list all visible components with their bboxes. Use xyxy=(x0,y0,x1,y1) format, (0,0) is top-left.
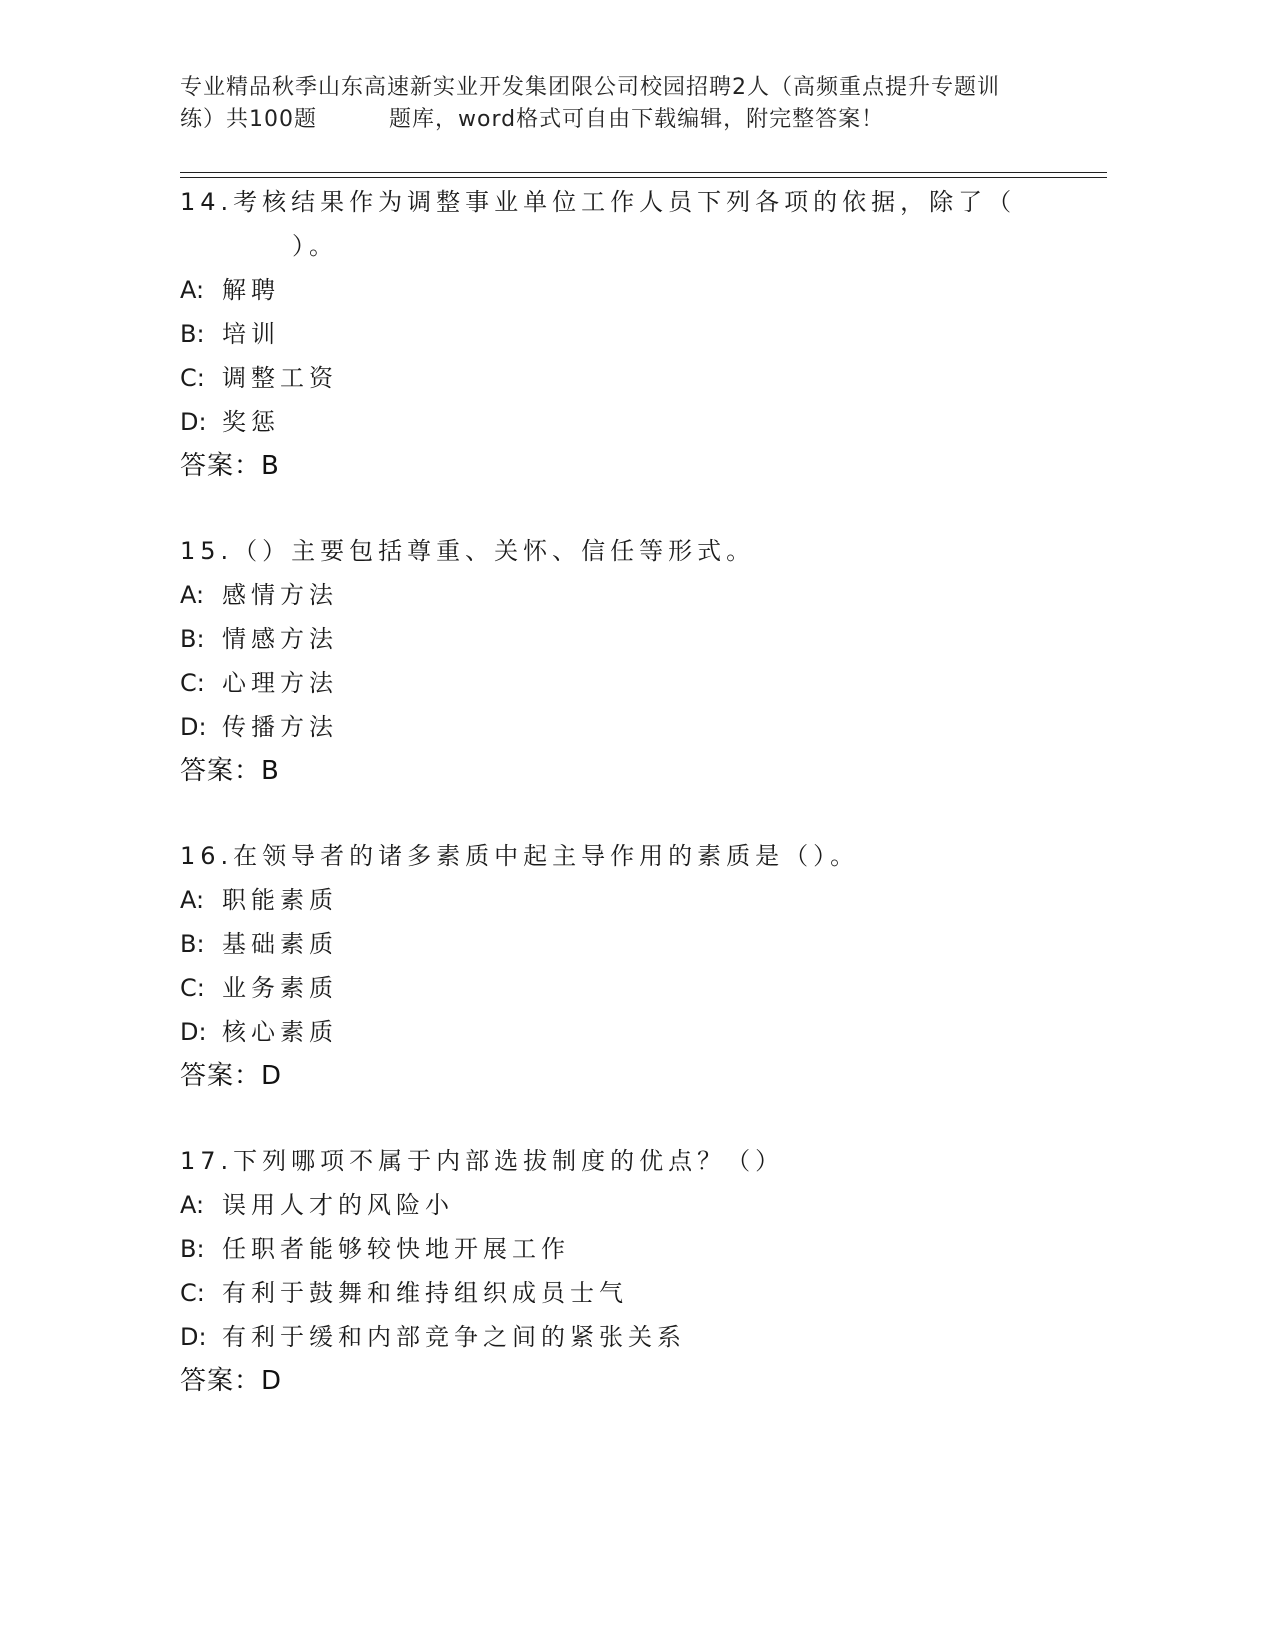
option-text: 培训 xyxy=(222,320,280,348)
answer-line: 答案：B xyxy=(180,451,280,481)
option-b xyxy=(180,922,1080,966)
question-stem: 14.考核结果作为调整事业单位工作人员下列各项的依据，除了（ xyxy=(180,188,1017,216)
header-title-line-2-part-2: 题库，word格式可自由下载编辑，附完整答案！ xyxy=(389,107,885,132)
question-stem: 16.在领导者的诸多素质中起主导作用的素质是（）。 xyxy=(180,842,860,870)
option-text: 任职者能够较快地开展工作 xyxy=(222,1235,570,1263)
question-14 xyxy=(180,180,1080,488)
option-c xyxy=(180,661,1080,705)
option-a xyxy=(180,268,1080,312)
option-text: 有利于鼓舞和维持组织成员士气 xyxy=(222,1279,628,1307)
option-text: 误用人才的风险小 xyxy=(222,1191,454,1219)
option-d xyxy=(180,705,1080,749)
option-b xyxy=(180,1227,1080,1271)
option-c xyxy=(180,1271,1080,1315)
option-c xyxy=(180,966,1080,1010)
option-key: A: xyxy=(180,276,205,304)
option-key: C: xyxy=(180,669,205,697)
option-a xyxy=(180,573,1080,617)
option-text: 奖惩 xyxy=(222,408,280,436)
option-text: 解聘 xyxy=(222,276,280,304)
question-stem: 17.下列哪项不属于内部选拔制度的优点？（） xyxy=(180,1147,785,1175)
header-title-line-1: 专业精品秋季山东高速新实业开发集团限公司校园招聘2人（高频重点提升专题训 xyxy=(180,75,1000,100)
option-key: B: xyxy=(180,625,205,653)
option-key: C: xyxy=(180,1279,205,1307)
option-text: 调整工资 xyxy=(222,364,338,392)
option-key: B: xyxy=(180,930,205,958)
answer-line: 答案：D xyxy=(180,1061,283,1091)
header-title-line-2 xyxy=(180,104,1060,136)
answer-line: 答案：B xyxy=(180,756,280,786)
header-title-line-2-part-1: 练）共100题 xyxy=(180,107,317,132)
option-key: A: xyxy=(180,581,205,609)
option-text: 心理方法 xyxy=(222,669,338,697)
option-text: 职能素质 xyxy=(222,886,338,914)
option-b xyxy=(180,312,1080,356)
option-text: 基础素质 xyxy=(222,930,338,958)
question-15 xyxy=(180,529,1080,793)
option-key: B: xyxy=(180,1235,205,1263)
document-header xyxy=(180,72,1060,136)
option-b xyxy=(180,617,1080,661)
option-text: 传播方法 xyxy=(222,713,338,741)
question-stem-continuation: ）。 xyxy=(292,232,338,260)
option-key: D: xyxy=(180,713,207,741)
option-c xyxy=(180,356,1080,400)
option-text: 业务素质 xyxy=(222,974,338,1002)
question-stem: 15.（）主要包括尊重、关怀、信任等形式。 xyxy=(180,537,756,565)
question-16 xyxy=(180,834,1080,1098)
option-a xyxy=(180,878,1080,922)
question-17 xyxy=(180,1139,1080,1403)
option-d xyxy=(180,1010,1080,1054)
option-text: 有利于缓和内部竞争之间的紧张关系 xyxy=(222,1323,686,1351)
option-key: D: xyxy=(180,1323,207,1351)
option-key: C: xyxy=(180,974,205,1002)
option-key: D: xyxy=(180,408,207,436)
option-d xyxy=(180,400,1080,444)
option-text: 情感方法 xyxy=(222,625,338,653)
option-a xyxy=(180,1183,1080,1227)
header-divider-top xyxy=(180,172,1107,173)
option-key: C: xyxy=(180,364,205,392)
option-key: B: xyxy=(180,320,205,348)
option-d xyxy=(180,1315,1080,1359)
option-key: D: xyxy=(180,1018,207,1046)
option-text: 核心素质 xyxy=(222,1018,338,1046)
option-text: 感情方法 xyxy=(222,581,338,609)
option-key: A: xyxy=(180,886,205,914)
answer-line: 答案：D xyxy=(180,1366,283,1396)
header-divider-bottom xyxy=(180,177,1107,178)
option-key: A: xyxy=(180,1191,205,1219)
